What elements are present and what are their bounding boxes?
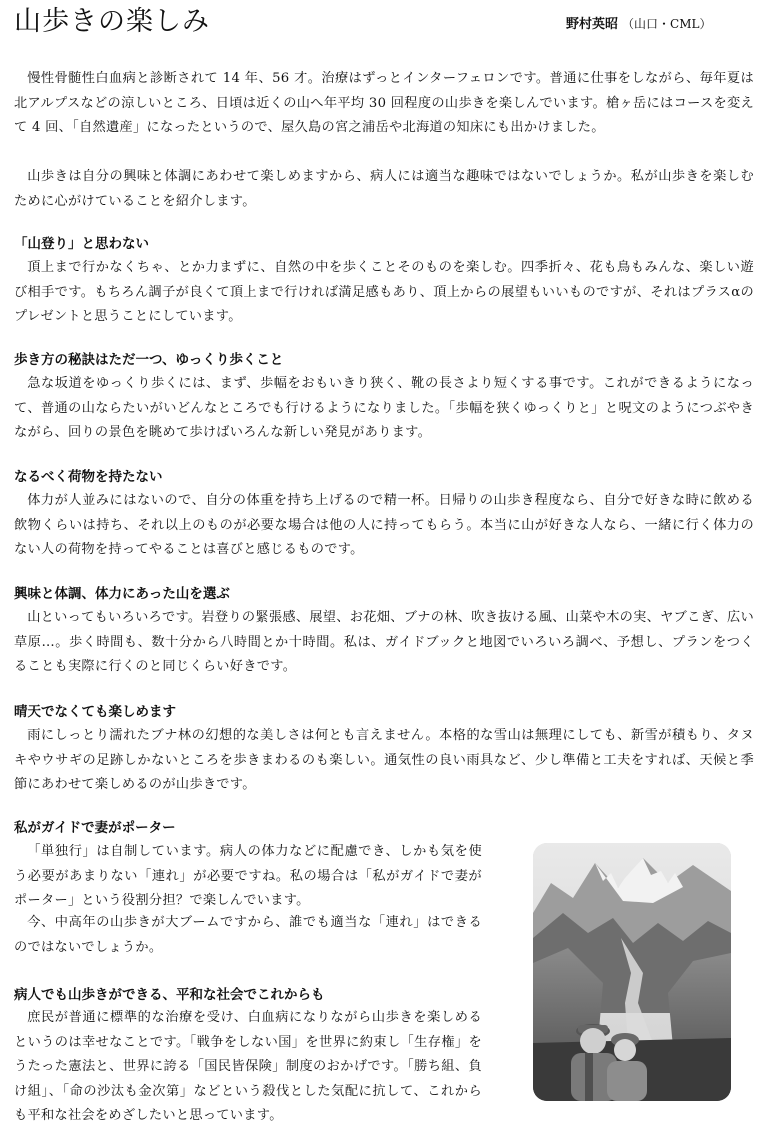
section-heading: 私がガイドで妻がポーター: [14, 820, 176, 836]
section-paragraph: 雨にしっとり濡れたブナ林の幻想的な美しさは何とも言えません。本格的な雪山は無理にしても、新雪が積もり、タヌキやウサギの足跡しかないところを歩きまわるのも楽しい。通気性の良い雨具など、少し準備と工夫をすれば、天候と季節にあわせて楽しめるのが山歩きです。: [14, 728, 754, 792]
section-paragraph: 庶民が普通に標準的な治療を受け、白血病になりながら山歩きを楽しめるというのは幸せなことです。「戦争をしない国」を世界に約束し「生存権」をうたった憲法と、世界に誇る「国民皆保険」制度のおかげです。「勝ち組、負け組」、「命の沙汰も金次第」などという殺伐とした気配に抗して、これからも平和な社会をめざしたいと思っています。: [14, 1010, 482, 1123]
intro-paragraph: 慢性骨髄性白血病と診断されて 14 年、56 才。治療はずっとインターフェロンです。普通に仕事をしながら、毎年夏は北アルプスなどの涼しいところ、日頃は近くの山へ年平均 30 回程度の山歩きを楽しんでいます。槍ヶ岳にはコースを変えて 4 回、「自然遺産」になったというので、屋久島の宮之浦岳や北海道の知床にも出かけました。: [14, 71, 754, 135]
section-paragraph: 今、中高年の山歩きが大ブームですから、誰でも適当な「連れ」はできるのではないでしょうか。: [14, 915, 482, 955]
mountain-photo-illustration: [533, 843, 731, 1101]
section-paragraph: 頂上まで行かなくちゃ、とか力まずに、自然の中を歩くことそのものを楽しむ。四季折々、花も鳥もみんな、楽しい遊び相手です。もちろん調子が良くて頂上まで行ければ満足感もあり、頂上からの展望もいいものですが、それはプラスαのプレゼントと思うことにしています。: [14, 260, 754, 324]
section-heading: 病人でも山歩きができる、平和な社会でこれからも: [14, 987, 325, 1003]
author-name: 野村英昭: [566, 17, 619, 32]
section-paragraph: 急な坂道をゆっくり歩くには、まず、歩幅をおもいきり狭く、靴の長さより短くする事です。これができるようになって、普通の山ならたいがいどんなところでも行けるようになりました。「歩幅を狭くゆっくりと」と呪文のようにつぶやきながら、回りの景色を眺めて歩けばいろんな新しい発見があります。: [14, 376, 754, 440]
section-paragraph: 山といってもいろいろです。岩登りの緊張感、展望、お花畑、ブナの林、吹き抜ける風、山菜や木の実、ヤブこぎ、広い草原…。歩く時間も、数十分から八時間とか十時間。私は、ガイドブックと地図でいろいろ調べ、予想し、プランをつくることも実際に行くのと同じくらい好きです。: [14, 610, 754, 674]
section-heading: 興味と体調、体力にあった山を選ぶ: [14, 586, 230, 602]
intro-paragraph: 山歩きは自分の興味と体調にあわせて楽しめますから、病人には適当な趣味ではないでしょうか。私が山歩きを楽しむために心がけていることを紹介します。: [14, 169, 754, 209]
section-paragraph: 体力が人並みにはないので、自分の体重を持ち上げるので精一杯。日帰りの山歩き程度なら、自分で好きな時に飲める飲物くらいは持ち、それ以上のものが必要な場合は他の人に持ってもらう。本当に山が好きな人なら、一緒に行く体力のない人の荷物を持ってやることは喜びと感じるものです。: [14, 493, 754, 557]
page-title: 山歩きの楽しみ: [14, 6, 210, 37]
section-paragraph: 「単独行」は自制しています。病人の体力などに配慮でき、しかも気を使う必要があまりない「連れ」が必要ですね。私の場合は「私がガイドで妻がポーター」という役割分担？で楽しんでいます。: [14, 844, 482, 908]
section-heading: 歩き方の秘訣はただ一つ、ゆっくり歩くこと: [14, 352, 284, 368]
hiking-couple-photo: [533, 843, 731, 1101]
section-heading: なるべく荷物を持たない: [14, 469, 163, 485]
author-affiliation: （山口・CML）: [622, 17, 712, 31]
section-heading: 「山登り」と思わない: [14, 236, 149, 252]
byline: [566, 14, 711, 35]
section-heading: 晴天でなくても楽しめます: [14, 704, 176, 720]
